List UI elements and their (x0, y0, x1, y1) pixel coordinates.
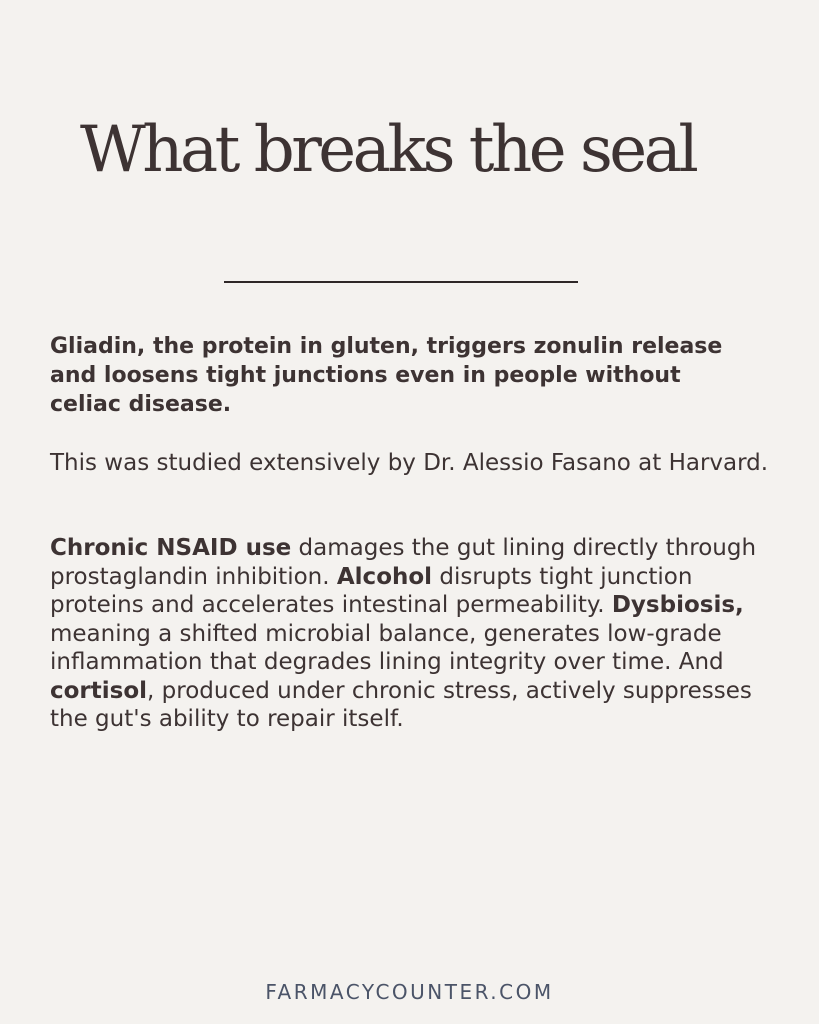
page-title: What breaks the seal (80, 113, 696, 187)
text-cortisol: , produced under chronic stress, actively suppresses the gut's ability to repair itself. (50, 677, 752, 732)
term-cortisol: cortisol (50, 677, 148, 704)
divider (224, 281, 578, 283)
term-dysbiosis: Dysbiosis, (611, 592, 744, 618)
text-nsaid: damages the gut lining directly through prostaglandin inhibition. (50, 535, 757, 590)
lead-paragraph: Gliadin, the protein in gluten, triggers zonulin release and loosens tight junctions even in people without celiac disease. (50, 334, 723, 417)
footer-website: FARMACYCOUNTER.COM (265, 980, 554, 1004)
body-paragraph (50, 534, 770, 734)
source-note: This was studied extensively by Dr. Alessio Fasano at Harvard. (50, 450, 769, 476)
text-alcohol: disrupts tight junction proteins and accelerates intestinal permeability. (50, 563, 693, 618)
text-dysbiosis: meaning a shifted microbial balance, generates low-grade inflammation that degrades lining integrity over time. And (50, 620, 724, 675)
term-nsaid: Chronic NSAID use (50, 535, 292, 561)
term-alcohol: Alcohol (336, 563, 433, 590)
